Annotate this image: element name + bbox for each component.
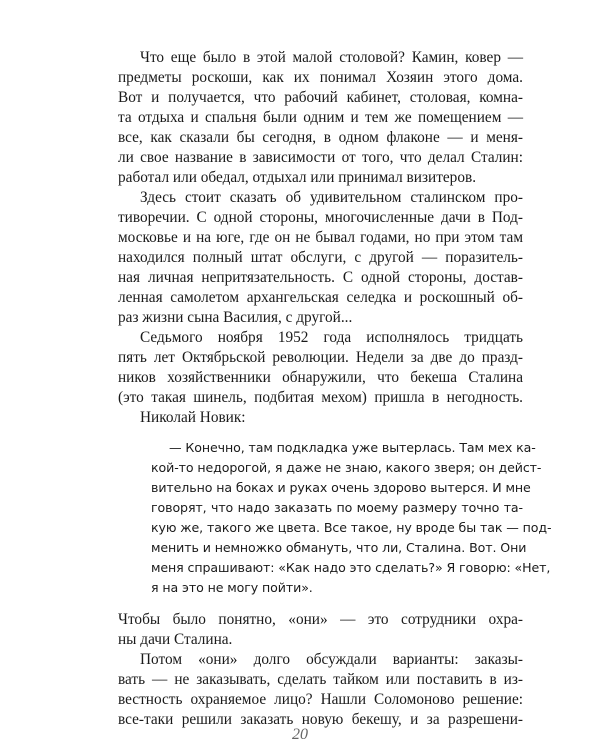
paragraph-2-line-4: находился полный штат обслуги, с другой — поразитель- [118,249,523,266]
paragraph-1-line-3: Вот и получается, что рабочий кабинет, столовая, комна- [118,89,523,106]
quote-line-8: я на это не могу пойти». [151,580,313,595]
speaker-name: Николай Новик: [140,409,246,426]
paragraph-3-line-2: пять лет Октябрьской революции. Недели за две до празд- [118,349,523,366]
paragraph-1-line-4: та отдыха и спальня были одним и тем же помещением — [118,109,523,126]
paragraph-4-line-1: Чтобы было понятно, «они» — это сотрудники охра- [118,611,523,628]
paragraph-5-line-2: вать — не заказывать, сделать тайком или поставить в из- [118,671,523,688]
paragraph-1-line-5: все, как сказали бы сегодня, в одном флаконе — и меня- [118,129,523,146]
paragraph-3-line-3: ников хозяйственники обнаружили, что бекеша Сталина [118,369,523,386]
quote-line-7: меня спрашивают: «Как надо это сделать?» Я говорю: «Нет, [151,560,551,575]
paragraph-2-line-1: Здесь стоит сказать об удивительном сталинском про- [140,189,523,206]
paragraph-5-line-4: все-таки решили заказать новую бекешу, и за разрешени- [118,711,523,728]
paragraph-1-line-1: Что еще было в этой малой столовой? Камин, ковер — [140,49,523,66]
quote-line-6: менить и немножко обмануть, что ли, Сталина. Вот. Они [151,540,527,555]
paragraph-2-line-3: московье и на юге, где он не бывал годами, но при этом там [118,229,523,246]
paragraph-5-line-3: вестность охраняемое лицо? Нашли Соломоново решение: [118,691,523,708]
paragraph-3-line-4: (это такая шинель, подбитая мехом) пришла в негодность. [118,389,523,406]
paragraph-5-line-1: Потом «они» долго обсуждали варианты: заказы- [140,651,523,668]
paragraph-2-line-6: ленная самолетом архангельская селедка и роскошный об- [118,289,523,306]
paragraph-3-line-1: Седьмого ноября 1952 года исполнялось тридцать [140,329,523,346]
paragraph-2-line-5: ная личная непритязательность. С одной стороны, достав- [118,269,523,286]
quote-line-4: говорят, что надо заказать по моему размеру точно та- [151,500,523,515]
paragraph-1-line-7: работал или обедал, отдыхал или принимал визитеров. [118,169,477,186]
paragraph-2-line-7: раз жизни сына Василия, с другой... [118,309,353,326]
quote-line-3: вительно на боках и руках очень здорово вытерся. И мне [151,480,531,495]
page-number: 20 [292,726,308,743]
paragraph-1-line-6: ли свое название в зависимости от того, что делал Сталин: [118,149,523,166]
quote-line-5: кую же, такого же цвета. Все такое, ну вроде бы так — под- [151,520,552,535]
paragraph-1-line-2: предметы роскоши, как их понимал Хозяин этого дома. [118,69,523,86]
paragraph-2-line-2: тиворечии. С одной стороны, многочисленные дачи в Под- [118,209,523,226]
quote-line-2: кой-то недорогой, я даже не знаю, какого зверя; он дейст- [151,460,542,475]
quote-line-1: — Конечно, там подкладка уже вытерлась. Там мех ка- [169,440,536,455]
paragraph-4-line-2: ны дачи Сталина. [118,631,233,648]
